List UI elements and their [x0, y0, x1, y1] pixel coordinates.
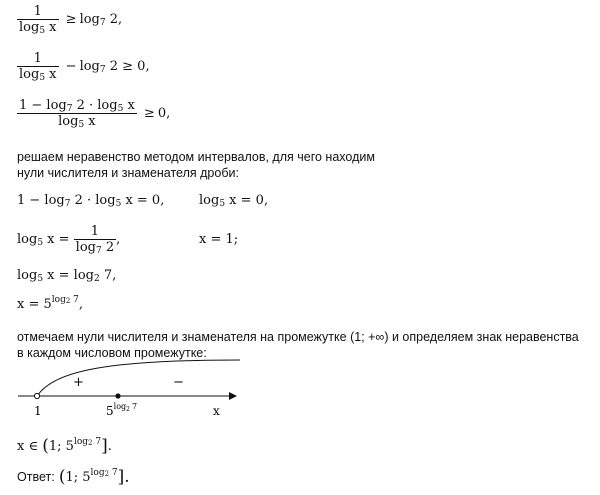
inequality-step-3: $\frac{1 - \log_7 2 \cdot \log_5 x}{\log_5 x}$ ≥ 0,: [19, 98, 171, 130]
label-one: 1: [34, 404, 42, 418]
interval-arc: [37, 360, 240, 396]
numerator-zero-eq: $1 - \log_7 2 \cdot \log_5 x = 0$,: [17, 193, 165, 209]
fraction: $\frac{1 - \log_7 2 \cdot \log_5 x}{\log_5 x}$: [19, 98, 135, 130]
method-text-2: нули числителя и знаменателя дроби:: [17, 166, 239, 180]
denominator-zero-eq: $\log_5 x = 0$,: [199, 193, 269, 209]
axis-arrow: [229, 392, 237, 400]
numerator-solve-3: $x = 5^{log_2 7}$,: [17, 295, 84, 312]
mark-text-2: в каждом числовом промежутке:: [17, 346, 207, 360]
mark-text-1: отмечаем нули числителя и знаменателя на промежутке (1; +∞) и определяем знак неравенства: [17, 330, 579, 344]
sign-minus: −: [173, 375, 184, 390]
fraction: $\frac{1}{\log_5 x}$: [19, 4, 57, 36]
inequality-step-2: $\frac{1}{\log_5 x}$ − $\log_7 2 \ge 0$,: [19, 51, 150, 83]
filled-point: [115, 393, 120, 398]
fraction: $\frac{1}{\log_7 2}$: [75, 224, 115, 256]
label-x: x: [213, 404, 220, 418]
denominator-solve: x = 1;: [199, 232, 239, 247]
label-point: $5^{log}2$ 7: [106, 402, 138, 418]
number-line: [0, 358, 600, 438]
result-interval: x ∈ (1; $5^{log_2 7}$].: [17, 436, 112, 456]
numerator-solve-2: $\log_5 x = \log_2 7$,: [17, 268, 117, 284]
inequality-step-1: $\frac{1}{\log_5 x}$ ≥ $\log_7 2$,: [19, 4, 123, 36]
numerator-solve-1: $\log_5 x$ = $\frac{1}{\log_7 2}$ ,: [17, 224, 121, 256]
fraction: $\frac{1}{\log_5 x}$: [19, 51, 57, 83]
open-point: [34, 393, 39, 398]
method-text-1: решаем неравенство методом интервалов, для чего находим: [17, 150, 375, 164]
sign-plus: +: [73, 375, 84, 390]
answer: Ответ: (1; $5^{log_2 7}$].: [17, 467, 130, 487]
